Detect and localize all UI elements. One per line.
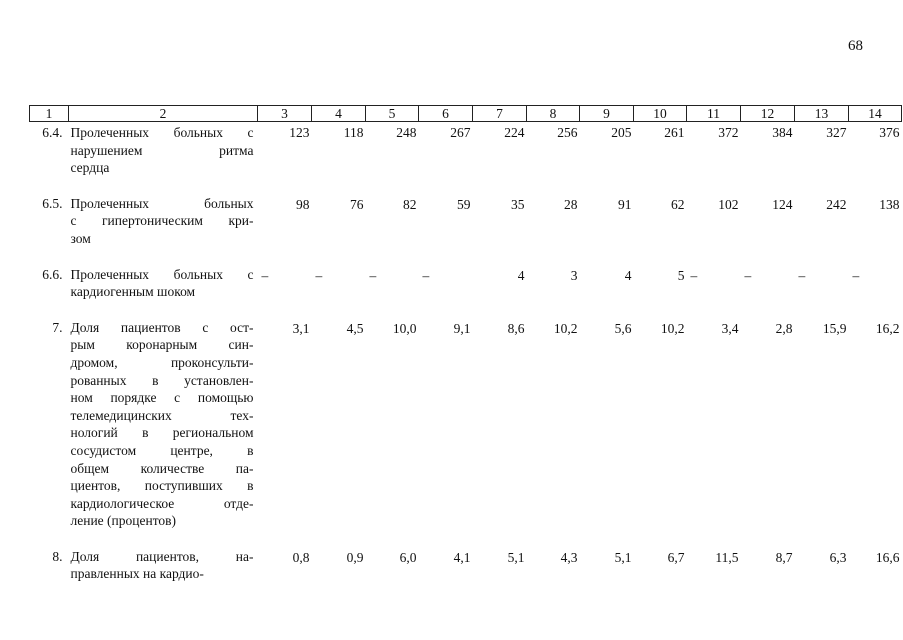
cell-value: 82 [403, 196, 417, 212]
row-label [69, 266, 258, 319]
row-label [69, 122, 258, 195]
cell-value: 5,1 [507, 549, 525, 565]
cell-value: 267 [450, 125, 471, 140]
cell-value: – [261, 267, 269, 283]
cell-value: 118 [343, 125, 364, 140]
row-label-line: сосудистом центре, в [70, 442, 254, 458]
cell-value: 261 [664, 125, 685, 140]
column-header: 6 [419, 106, 473, 122]
column-header: 13 [795, 106, 849, 122]
row-label-line: циентов, поступивших в [70, 478, 254, 494]
cell-value: 28 [564, 196, 578, 212]
cell-value: 16,6 [875, 549, 900, 565]
cell-value: 6,3 [829, 549, 847, 565]
cell-value: – [852, 267, 860, 283]
row-label-line: правленных на кардио- [70, 566, 204, 582]
cell-value: 62 [671, 196, 685, 212]
row-index: 8. [52, 548, 63, 564]
row-label-line: с гипертоническим кри- [70, 213, 254, 229]
row-label-line: Доля пациентов, на- [70, 548, 254, 564]
cell-value: 102 [718, 196, 739, 212]
cell-value: 5,6 [614, 320, 632, 336]
row-label-line: Пролеченных больных с [70, 125, 254, 140]
cell-value: 9,1 [453, 320, 471, 336]
row-index: 6.4. [42, 125, 63, 140]
table-row [30, 548, 902, 583]
cell-value: 4,5 [346, 320, 364, 336]
cell-value: 59 [457, 196, 471, 212]
cell-value: – [315, 267, 323, 283]
row-label-line: нологий в региональном [70, 425, 254, 441]
row-label [69, 548, 258, 583]
table-row [30, 122, 902, 195]
cell-value: 372 [718, 125, 739, 140]
column-header: 8 [527, 106, 580, 122]
cell-value: 4,3 [560, 549, 578, 565]
statistics-table-container [29, 105, 902, 583]
column-header: 14 [849, 106, 902, 122]
cell-value: 205 [611, 125, 632, 140]
row-label-line: телемедицинских тех- [70, 407, 254, 423]
row-label-line: ление (процентов) [70, 513, 177, 529]
cell-value: 2,8 [775, 320, 793, 336]
table-row [30, 319, 902, 548]
cell-value: 6,7 [667, 549, 685, 565]
column-header: 11 [687, 106, 741, 122]
row-label-line: Пролеченных больных с [70, 266, 254, 282]
cell-value: 224 [504, 125, 525, 140]
row-label-line: кардиологическое отде- [70, 495, 254, 511]
cell-value: 91 [618, 196, 632, 212]
column-header: 4 [312, 106, 366, 122]
cell-value: – [369, 267, 377, 283]
cell-value: 5,1 [614, 549, 632, 565]
row-index: 7. [52, 319, 63, 335]
row-label [69, 195, 258, 266]
column-header: 7 [473, 106, 527, 122]
row-label-line: Пролеченных больных [70, 195, 254, 211]
cell-value: 76 [350, 196, 364, 212]
cell-value: 10,0 [392, 320, 417, 336]
cell-value: 6,0 [399, 549, 417, 565]
column-header: 5 [366, 106, 419, 122]
row-index: 6.5. [42, 195, 63, 211]
row-label-line: общем количестве па- [70, 460, 254, 476]
cell-value: 123 [289, 125, 310, 140]
cell-value: 384 [772, 125, 793, 140]
statistics-table [29, 105, 902, 583]
table-row [30, 266, 902, 319]
row-label-line: зом [70, 230, 91, 246]
cell-value: 3,1 [292, 320, 310, 336]
row-label-line: сердца [70, 160, 110, 176]
cell-value: 376 [879, 125, 900, 140]
table-row [30, 195, 902, 266]
cell-value: – [798, 267, 806, 283]
cell-value: 8,7 [775, 549, 793, 565]
cell-value: 15,9 [822, 320, 847, 336]
column-header: 9 [580, 106, 634, 122]
cell-value: 35 [511, 196, 525, 212]
cell-value: – [744, 267, 752, 283]
column-header: 2 [69, 106, 258, 122]
cell-value: 138 [879, 196, 900, 212]
cell-value: 98 [296, 196, 310, 212]
cell-value: 10,2 [660, 320, 685, 336]
cell-value: – [422, 267, 430, 283]
cell-value: 242 [826, 196, 847, 212]
column-header: 12 [741, 106, 795, 122]
cell-value: 16,2 [875, 320, 900, 336]
cell-value: 5 [677, 267, 685, 283]
cell-value: 3,4 [721, 320, 739, 336]
cell-value: 124 [772, 196, 793, 212]
cell-value: 10,2 [553, 320, 578, 336]
cell-value: 327 [826, 125, 847, 140]
cell-value: 248 [396, 125, 417, 140]
cell-value: 256 [557, 125, 578, 140]
cell-value: – [690, 267, 698, 283]
page-number: 68 [848, 38, 863, 54]
row-label-line: дромом, проконсульти- [70, 354, 254, 370]
cell-value: 11,5 [715, 549, 739, 565]
header-row [30, 106, 902, 122]
row-label [69, 319, 258, 548]
column-header: 10 [634, 106, 687, 122]
cell-value: 4,1 [453, 549, 471, 565]
cell-value: 8,6 [507, 320, 525, 336]
cell-value: 4 [517, 267, 525, 283]
row-index: 6.6. [42, 266, 63, 282]
column-header: 1 [30, 106, 69, 122]
row-label-line: Доля пациентов с ост- [70, 319, 254, 335]
column-header: 3 [258, 106, 312, 122]
cell-value: 0,9 [346, 549, 364, 565]
cell-value: 4 [624, 267, 632, 283]
row-label-line: нарушением ритма [70, 142, 254, 158]
row-label-line: рованных в установлен- [70, 372, 254, 388]
table-body [30, 122, 902, 584]
row-label-line: кардиогенным шоком [70, 284, 196, 300]
cell-value: 0,8 [292, 549, 310, 565]
row-label-line: рым коронарным син- [70, 337, 254, 353]
cell-value: 3 [570, 267, 578, 283]
row-label-line: ном порядке с помощью [70, 390, 254, 406]
